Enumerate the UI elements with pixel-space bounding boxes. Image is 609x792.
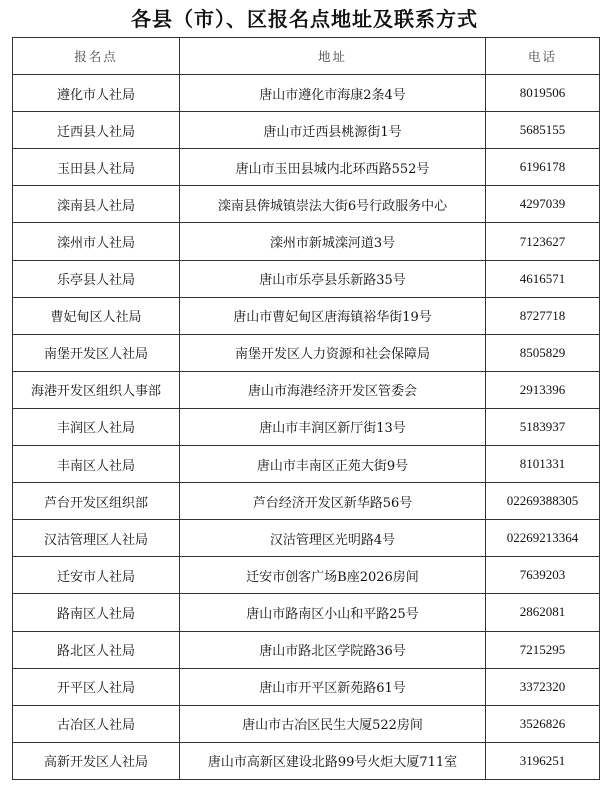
header-address: 地址 bbox=[180, 38, 486, 75]
cell-name: 丰润区人社局 bbox=[13, 408, 180, 445]
cell-name: 开平区人社局 bbox=[13, 668, 180, 705]
cell-address: 唐山市丰南区正苑大街9号 bbox=[180, 446, 486, 483]
cell-name: 路南区人社局 bbox=[13, 594, 180, 631]
table-row bbox=[13, 186, 600, 223]
cell-phone: 4616571 bbox=[486, 260, 600, 297]
cell-address: 唐山市遵化市海康2条4号 bbox=[180, 75, 486, 112]
cell-name: 南堡开发区人社局 bbox=[13, 334, 180, 371]
table-row bbox=[13, 75, 600, 112]
cell-address: 唐山市曹妃甸区唐海镇裕华街19号 bbox=[180, 297, 486, 334]
page-title: 各县（市）、区报名点地址及联系方式 bbox=[131, 7, 478, 31]
table-row bbox=[13, 446, 600, 483]
table-row bbox=[13, 557, 600, 594]
cell-phone: 3526826 bbox=[486, 705, 600, 742]
cell-name: 海港开发区组织人事部 bbox=[13, 371, 180, 408]
cell-phone: 7215295 bbox=[486, 631, 600, 668]
cell-address: 唐山市开平区新苑路61号 bbox=[180, 668, 486, 705]
cell-address: 唐山市丰润区新厅街13号 bbox=[180, 408, 486, 445]
cell-address: 唐山市海港经济开发区管委会 bbox=[180, 371, 486, 408]
cell-address: 唐山市古冶区民生大厦522房间 bbox=[180, 705, 486, 742]
cell-name: 乐亭县人社局 bbox=[13, 260, 180, 297]
cell-name: 曹妃甸区人社局 bbox=[13, 297, 180, 334]
table-header-row bbox=[13, 38, 600, 75]
cell-name: 玉田县人社局 bbox=[13, 149, 180, 186]
cell-phone: 8505829 bbox=[486, 334, 600, 371]
cell-address: 唐山市玉田县城内北环西路552号 bbox=[180, 149, 486, 186]
cell-address: 南堡开发区人力资源和社会保障局 bbox=[180, 334, 486, 371]
cell-name: 迁安市人社局 bbox=[13, 557, 180, 594]
table-row bbox=[13, 631, 600, 668]
cell-phone: 2913396 bbox=[486, 371, 600, 408]
header-phone: 电话 bbox=[486, 38, 600, 75]
cell-address: 唐山市迁西县桃源街1号 bbox=[180, 112, 486, 149]
cell-address: 唐山市高新区建设北路99号火炬大厦711室 bbox=[180, 742, 486, 779]
table-row bbox=[13, 408, 600, 445]
cell-name: 高新开发区人社局 bbox=[13, 742, 180, 779]
cell-phone: 7123627 bbox=[486, 223, 600, 260]
cell-name: 汉沽管理区人社局 bbox=[13, 520, 180, 557]
table-row bbox=[13, 112, 600, 149]
cell-phone: 6196178 bbox=[486, 149, 600, 186]
table-row bbox=[13, 705, 600, 742]
table-row bbox=[13, 371, 600, 408]
cell-name: 滦州市人社局 bbox=[13, 223, 180, 260]
cell-name: 芦台开发区组织部 bbox=[13, 483, 180, 520]
table-row bbox=[13, 149, 600, 186]
cell-phone: 8019506 bbox=[486, 75, 600, 112]
cell-phone: 02269388305 bbox=[486, 483, 600, 520]
cell-address: 唐山市乐亭县乐新路35号 bbox=[180, 260, 486, 297]
cell-phone: 8727718 bbox=[486, 297, 600, 334]
cell-address: 芦台经济开发区新华路56号 bbox=[180, 483, 486, 520]
table-row bbox=[13, 483, 600, 520]
table-row bbox=[13, 334, 600, 371]
cell-name: 遵化市人社局 bbox=[13, 75, 180, 112]
table-row bbox=[13, 520, 600, 557]
cell-name: 丰南区人社局 bbox=[13, 446, 180, 483]
cell-address: 唐山市路南区小山和平路25号 bbox=[180, 594, 486, 631]
table-row bbox=[13, 668, 600, 705]
cell-phone: 3372320 bbox=[486, 668, 600, 705]
table-row bbox=[13, 297, 600, 334]
cell-phone: 4297039 bbox=[486, 186, 600, 223]
cell-phone: 5685155 bbox=[486, 112, 600, 149]
header-name: 报名点 bbox=[13, 38, 180, 75]
table-row bbox=[13, 260, 600, 297]
cell-phone: 5183937 bbox=[486, 408, 600, 445]
cell-name: 路北区人社局 bbox=[13, 631, 180, 668]
table-row bbox=[13, 223, 600, 260]
cell-address: 滦州市新城滦河道3号 bbox=[180, 223, 486, 260]
cell-name: 滦南县人社局 bbox=[13, 186, 180, 223]
cell-address: 滦南县倴城镇崇法大街6号行政服务中心 bbox=[180, 186, 486, 223]
cell-name: 迁西县人社局 bbox=[13, 112, 180, 149]
table-row bbox=[13, 742, 600, 779]
cell-phone: 3196251 bbox=[486, 742, 600, 779]
cell-address: 唐山市路北区学院路36号 bbox=[180, 631, 486, 668]
cell-phone: 2862081 bbox=[486, 594, 600, 631]
cell-phone: 02269213364 bbox=[486, 520, 600, 557]
cell-phone: 7639203 bbox=[486, 557, 600, 594]
cell-name: 古冶区人社局 bbox=[13, 705, 180, 742]
cell-address: 汉沽管理区光明路4号 bbox=[180, 520, 486, 557]
cell-phone: 8101331 bbox=[486, 446, 600, 483]
table-row bbox=[13, 594, 600, 631]
cell-address: 迁安市创客广场B座2026房间 bbox=[180, 557, 486, 594]
registration-table bbox=[12, 37, 600, 780]
